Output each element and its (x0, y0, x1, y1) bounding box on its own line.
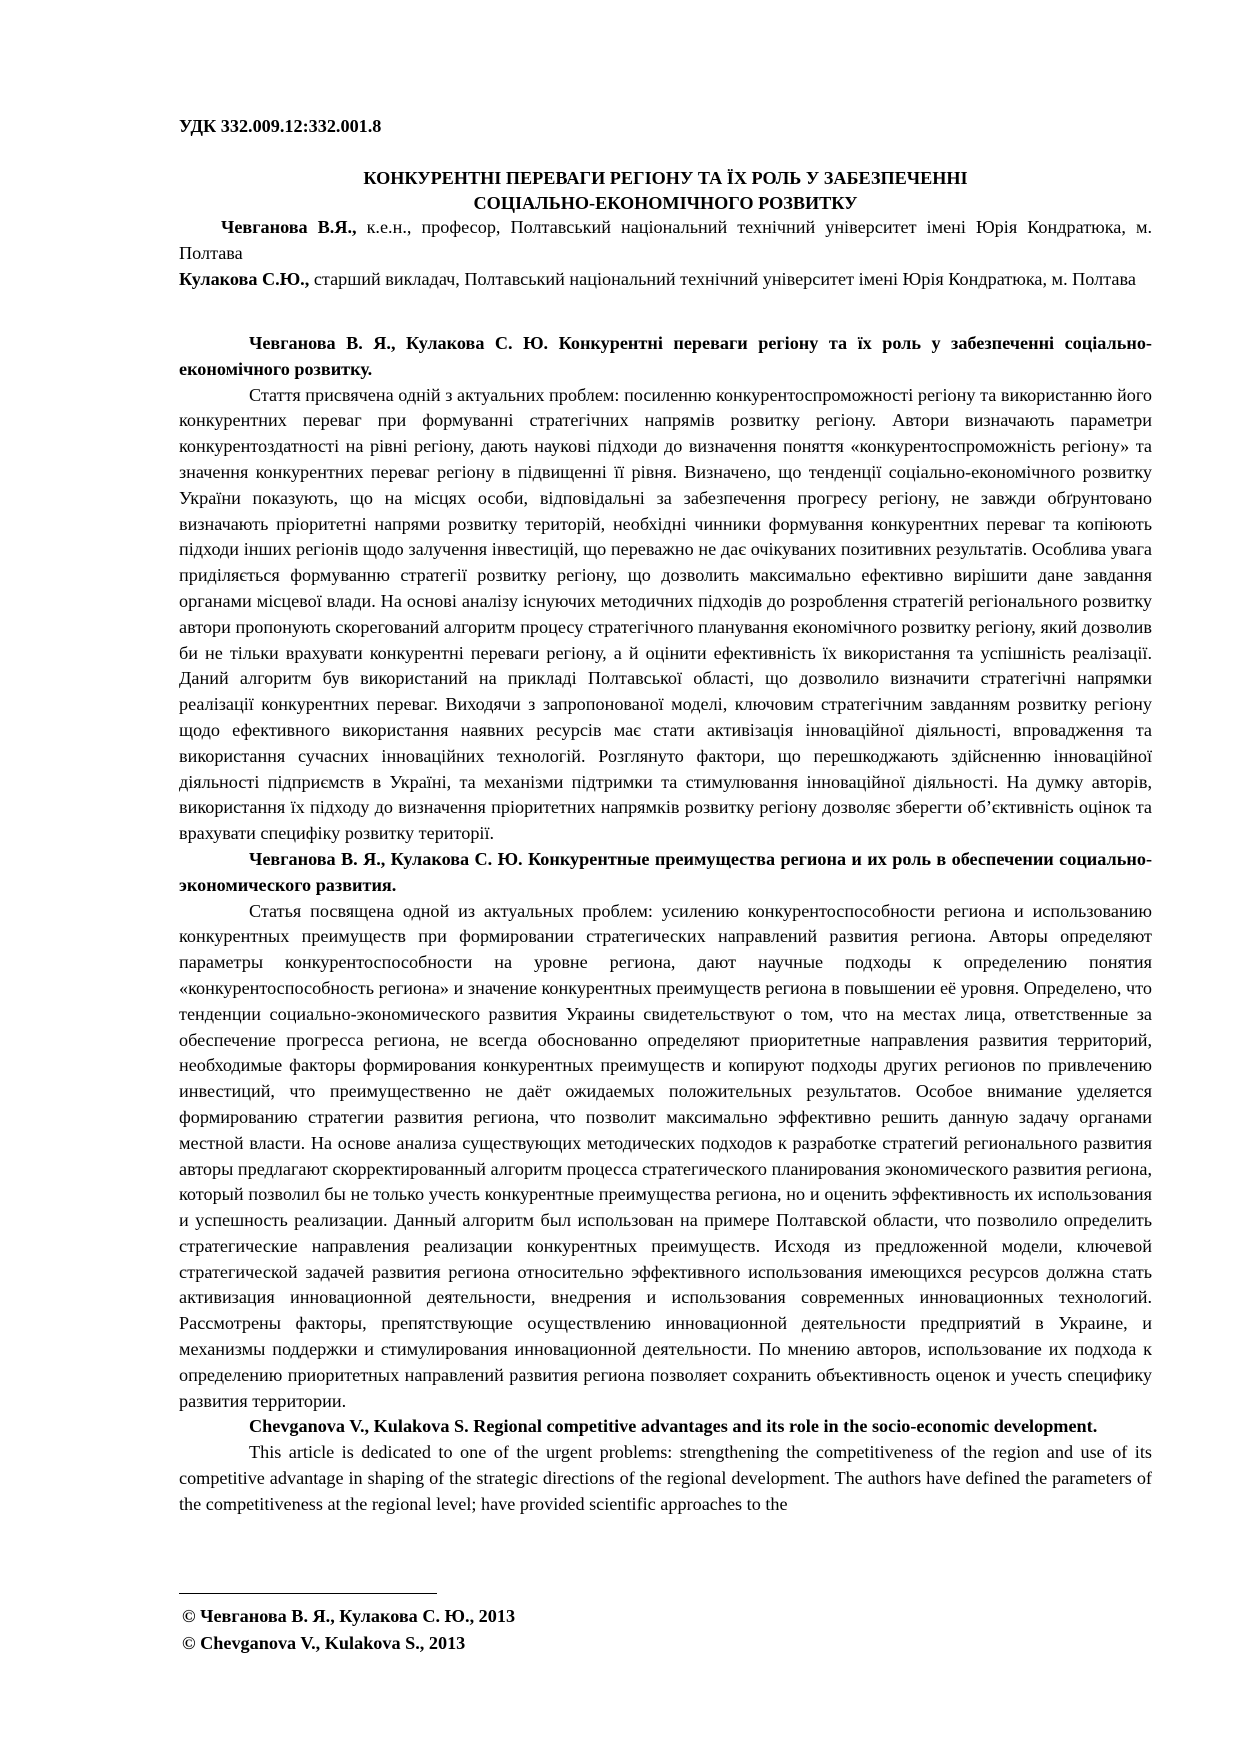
author-2 (179, 267, 1152, 293)
author-2-affiliation: старший викладач, Полтавський національний технічний університет імені Юрія Кондратюка, м. Полтава (313, 268, 1136, 289)
abstracts (179, 331, 1152, 1518)
author-1-name: Чевганова В.Я., (221, 217, 357, 237)
author-1-affiliation: к.е.н., професор, Полтавський національний технічний університет імені Юрія Кондратюка, м. Полтава (179, 217, 1153, 263)
copyright-en: © Chevganova V., Kulakova S., 2013 (182, 1633, 466, 1653)
author-1 (179, 215, 1152, 267)
abstract-en-text: This article is dedicated to one of the urgent problems: strengthening the competitiveness of the region and use of its competitive advantage in shaping of the strategic directions of the regional development. The authors have defined the parameters of the competitiveness at the regional level; have provided scientific approaches to the (179, 1442, 1152, 1514)
footnote-divider (179, 1593, 437, 1594)
author-list (179, 215, 1152, 292)
udc-code: УДК 332.009.12:332.001.8 (179, 116, 382, 136)
abstract-en-heading: Chevganova V., Kulakova S. Regional competitive advantages and its role in the socio-economic development. (249, 1416, 1098, 1437)
title-line-1: КОНКУРЕНТНІ ПЕРЕВАГИ РЕГІОНУ ТА ЇХ РОЛЬ У ЗАБЕЗПЕЧЕННІ (363, 168, 968, 188)
abstract-ru-heading: Чевганова В. Я., Кулакова С. Ю. Конкурентные преимущества региона и их роль в обеспечении социально-экономического развития. (179, 848, 1152, 895)
article-title (179, 166, 1152, 216)
abstract-ua-heading: Чевганова В. Я., Кулакова С. Ю. Конкурентні переваги регіону та їх роль у забезпеченні соціально-економічного розвитку. (179, 333, 1152, 379)
copyright-ua: © Чевганова В. Я., Кулакова С. Ю., 2013 (182, 1606, 516, 1626)
title-line-2: СОЦІАЛЬНО-ЕКОНОМІЧНОГО РОЗВИТКУ (473, 193, 858, 213)
abstract-ru-text: Статья посвящена одной из актуальных проблем: усилению конкурентоспособности региона и использованию конкурентных преимуществ при формировании стратегических направлений развития региона. Авторы определяют параметры конкурентоспособности на уровне региона, дают научные подходы к определению понятия «конкурентоспособность региона» и значение конкурентных преимуществ региона в повышении её уровня. Определено, что тенденции социально-экономического развития Украины свидетельствуют о том, что на местах лица, ответственные за обеспечение прогресса региона, не всегда обоснованно определяют приоритетные направления развития территорий, необходимые факторы формирования конкурентных преимуществ и копируют подходы других регионов по привлечению инвестиций, что преимущественно не даёт ожидаемых положительных результатов. Особое внимание уделяется формированию стратегии развития региона, что позволит максимально эффективно решить данную задачу органами местной власти. На основе анализа существующих методических подходов к разработке стратегий регионального развития авторы предлагают скорректированный алгоритм процесса стратегического планирования экономического развития региона, который позволил бы не только учесть конкурентные преимущества региона, но и оценить эффективность их использования и успешность реализации. Данный алгоритм был использован на примере Полтавской области, что позволило определить стратегические направления реализации конкурентных преимуществ. Исходя из предложенной модели, ключевой стратегической задачей развития региона относительно эффективного использования имеющихся ресурсов должна стать активизация инновационной деятельности, внедрения и использования современных инновационных технологий. Рассмотрены факторы, препятствующие осуществлению инновационной деятельности предприятий в Украине, и механизмы поддержки и стимулирования инновационной деятельности. По мнению авторов, использование их подхода к определению приоритетных направлений развития региона позволяет сохранить объективность оценок и учесть специфику развития территории. (179, 900, 1152, 1411)
author-2-name: Кулакова С.Ю., (179, 268, 310, 289)
abstract-ua-text: Стаття присвячена одній з актуальних проблем: посиленню конкурентоспроможності регіону та використанню його конкурентних переваг при формуванні стратегічних напрямів розвитку регіону. Автори визначають параметри конкурентоздатності на рівні регіону, дають наукові підходи до визначення поняття «конкурентоспроможність регіону» та значення конкурентних переваг регіону в підвищенні її рівня. Визначено, що тенденції соціально-економічного розвитку України показують, що на місцях особи, відповідальні за забезпечення прогресу регіону, не завжди обґрунтовано визначають пріоритетні напрями розвитку територій, необхідні чинники формування конкурентних переваг та копіюють підходи інших регіонів щодо залучення інвестицій, що переважно не дає очікуваних позитивних результатів. Особлива увага приділяється формуванню стратегії розвитку регіону, що дозволить максимально ефективно вирішити дане завдання органами місцевої влади. На основі аналізу існуючих методичних підходів до розроблення стратегій регіонального розвитку автори пропонують скорегований алгоритм процесу стратегічного планування економічного розвитку регіону, який дозволив би не тільки врахувати конкурентні переваги регіону, а й оцінити ефективність їх використання та успішність реалізації. Даний алгоритм був використаний на прикладі Полтавської області, що дозволило визначити стратегічні напрямки реалізації конкурентних переваг. Виходячи з запропонованої моделі, ключовим стратегічним завданням розвитку регіону щодо ефективного використання наявних ресурсів має стати активізація інноваційної діяльності, впровадження та використання сучасних інноваційних технологій. Розглянуто фактори, що перешкоджають здійсненню інноваційної діяльності підприємств в Україні, та механізми підтримки та стимулювання інноваційної діяльності. На думку авторів, використання їх підходу до визначення пріоритетних напрямків розвитку регіону дозволяє зберегти об’єктивність оцінок та врахувати специфіку розвитку території. (179, 384, 1152, 844)
